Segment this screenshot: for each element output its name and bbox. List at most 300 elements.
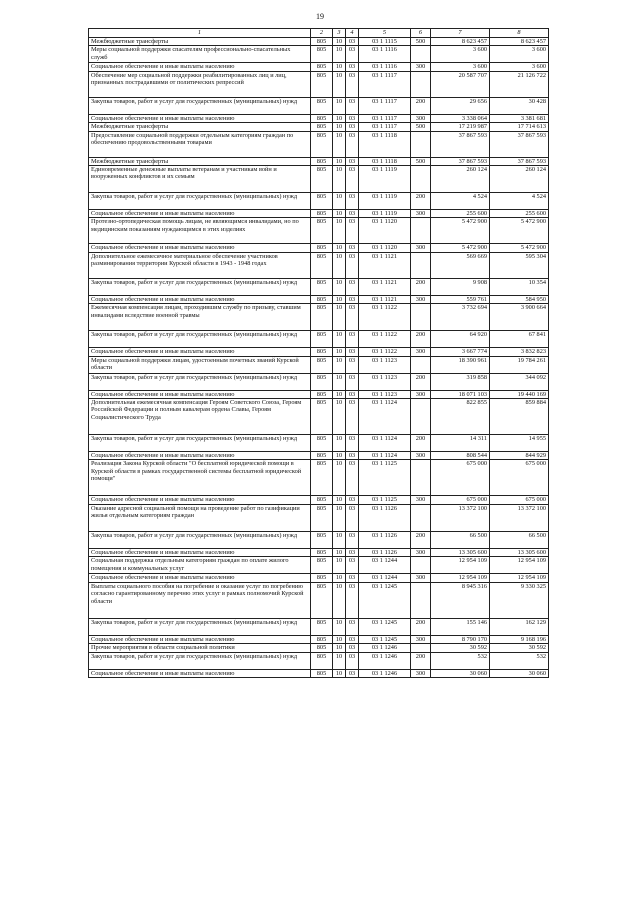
amount-year-1: 8 790 170 — [431, 635, 490, 643]
row-name: Социальное обеспечение и иные выплаты населению — [89, 635, 311, 643]
amount-year-2: 19 440 169 — [490, 390, 549, 398]
amount-year-1: 822 855 — [431, 399, 490, 435]
target-article-code: 03 1 1245 — [359, 618, 411, 635]
target-article-code: 03 1 1126 — [359, 531, 411, 548]
amount-year-2: 67 841 — [490, 331, 549, 348]
section-code: 10 — [333, 295, 346, 303]
expense-type-code — [411, 46, 431, 63]
subsection-code: 03 — [346, 46, 359, 63]
row-name: Единовременные денежные выплаты ветеранам и участникам войн и вооруженных конфликтов и их семьям — [89, 166, 311, 193]
section-code: 10 — [333, 123, 346, 131]
subsection-code: 03 — [346, 635, 359, 643]
target-article-code: 03 1 1123 — [359, 390, 411, 398]
amount-year-2: 14 955 — [490, 435, 549, 452]
expense-type-code: 300 — [411, 390, 431, 398]
table-row — [89, 399, 549, 435]
row-name: Закупка товаров, работ и услуг для государственных (муниципальных) нужд — [89, 373, 311, 390]
amount-year-2: 3 600 — [490, 63, 549, 71]
expense-type-code — [411, 460, 431, 496]
table-row — [89, 557, 549, 574]
section-code: 10 — [333, 63, 346, 71]
section-code: 10 — [333, 210, 346, 218]
expense-type-code: 300 — [411, 496, 431, 504]
subsection-code: 03 — [346, 114, 359, 122]
subsection-code: 03 — [346, 71, 359, 97]
subsection-code: 03 — [346, 63, 359, 71]
amount-year-1: 13 372 100 — [431, 504, 490, 531]
row-name: Закупка товаров, работ и услуг для государственных (муниципальных) нужд — [89, 531, 311, 548]
subsection-code: 03 — [346, 278, 359, 295]
amount-year-2: 30 592 — [490, 644, 549, 652]
section-code: 10 — [333, 131, 346, 157]
expense-type-code — [411, 582, 431, 618]
ministry-code: 805 — [311, 210, 333, 218]
expense-type-code — [411, 218, 431, 244]
section-code: 10 — [333, 38, 346, 46]
subsection-code: 03 — [346, 460, 359, 496]
table-row — [89, 331, 549, 348]
target-article-code: 03 1 1122 — [359, 304, 411, 331]
table-row — [89, 582, 549, 618]
row-name: Закупка товаров, работ и услуг для государственных (муниципальных) нужд — [89, 97, 311, 114]
subsection-code: 03 — [346, 574, 359, 582]
ministry-code: 805 — [311, 295, 333, 303]
budget-table — [88, 28, 549, 678]
amount-year-1: 3 600 — [431, 63, 490, 71]
amount-year-2: 3 832 823 — [490, 348, 549, 356]
subsection-code: 03 — [346, 331, 359, 348]
subsection-code: 03 — [346, 504, 359, 531]
ministry-code: 805 — [311, 435, 333, 452]
column-header: 1 — [89, 29, 311, 38]
target-article-code: 03 1 1122 — [359, 348, 411, 356]
expense-type-code — [411, 399, 431, 435]
table-row — [89, 460, 549, 496]
ministry-code: 805 — [311, 452, 333, 460]
expense-type-code: 500 — [411, 123, 431, 131]
amount-year-2: 10 354 — [490, 278, 549, 295]
subsection-code: 03 — [346, 618, 359, 635]
amount-year-1: 5 472 900 — [431, 218, 490, 244]
column-header: 7 — [431, 29, 490, 38]
amount-year-2: 532 — [490, 652, 549, 669]
subsection-code: 03 — [346, 399, 359, 435]
row-name: Социальное обеспечение и иные выплаты населению — [89, 348, 311, 356]
table-row — [89, 295, 549, 303]
row-name: Социальная поддержка отдельным категориям граждан по оплате жилого помещения и коммунальных услуг — [89, 557, 311, 574]
target-article-code: 03 1 1121 — [359, 252, 411, 278]
amount-year-1: 29 656 — [431, 97, 490, 114]
ministry-code: 805 — [311, 166, 333, 193]
table-row — [89, 131, 549, 157]
section-code: 10 — [333, 157, 346, 165]
table-row — [89, 38, 549, 46]
row-name: Социальное обеспечение и иные выплаты населению — [89, 63, 311, 71]
table-row — [89, 548, 549, 556]
subsection-code: 03 — [346, 123, 359, 131]
amount-year-2: 5 472 900 — [490, 244, 549, 252]
page-number: 19 — [316, 12, 324, 21]
target-article-code: 03 1 1121 — [359, 278, 411, 295]
section-code: 10 — [333, 644, 346, 652]
expense-type-code: 200 — [411, 97, 431, 114]
amount-year-1: 66 500 — [431, 531, 490, 548]
table-body — [89, 38, 549, 678]
subsection-code: 03 — [346, 652, 359, 669]
section-code: 10 — [333, 348, 346, 356]
target-article-code: 03 1 1125 — [359, 460, 411, 496]
amount-year-1: 9 908 — [431, 278, 490, 295]
section-code: 10 — [333, 669, 346, 677]
expense-type-code — [411, 557, 431, 574]
table-row — [89, 644, 549, 652]
table-row — [89, 157, 549, 165]
subsection-code: 03 — [346, 38, 359, 46]
target-article-code: 03 1 1117 — [359, 97, 411, 114]
table-row — [89, 63, 549, 71]
ministry-code: 805 — [311, 348, 333, 356]
amount-year-2: 4 524 — [490, 193, 549, 210]
target-article-code: 03 1 1121 — [359, 295, 411, 303]
ministry-code: 805 — [311, 652, 333, 669]
table-row — [89, 618, 549, 635]
table-row — [89, 304, 549, 331]
amount-year-2: 5 472 900 — [490, 218, 549, 244]
expense-type-code: 500 — [411, 157, 431, 165]
column-header: 3 — [333, 29, 346, 38]
row-name: Предоставление социальной поддержки отдельным категориям граждан по обеспечению продовольственными товарами — [89, 131, 311, 157]
amount-year-2: 12 954 109 — [490, 574, 549, 582]
section-code: 10 — [333, 496, 346, 504]
subsection-code: 03 — [346, 644, 359, 652]
amount-year-2: 37 867 593 — [490, 131, 549, 157]
amount-year-1: 20 587 707 — [431, 71, 490, 97]
row-name: Закупка товаров, работ и услуг для государственных (муниципальных) нужд — [89, 618, 311, 635]
section-code: 10 — [333, 97, 346, 114]
target-article-code: 03 1 1124 — [359, 435, 411, 452]
table-row — [89, 278, 549, 295]
ministry-code: 805 — [311, 71, 333, 97]
subsection-code: 03 — [346, 295, 359, 303]
ministry-code: 805 — [311, 193, 333, 210]
subsection-code: 03 — [346, 157, 359, 165]
row-name: Социальное обеспечение и иные выплаты населению — [89, 548, 311, 556]
ministry-code: 805 — [311, 157, 333, 165]
amount-year-1: 14 311 — [431, 435, 490, 452]
target-article-code: 03 1 1246 — [359, 669, 411, 677]
amount-year-1: 37 867 593 — [431, 131, 490, 157]
target-article-code: 03 1 1246 — [359, 644, 411, 652]
target-article-code: 03 1 1115 — [359, 38, 411, 46]
row-name: Дополнительная ежемесячная компенсация Героям Советского Союза, Героям Российской Федерации и полным кавалерам ордена Славы, Героям Социалистического Труда — [89, 399, 311, 435]
section-code: 10 — [333, 548, 346, 556]
amount-year-1: 30 592 — [431, 644, 490, 652]
table-row — [89, 496, 549, 504]
subsection-code: 03 — [346, 166, 359, 193]
target-article-code: 03 1 1124 — [359, 452, 411, 460]
expense-type-code — [411, 166, 431, 193]
amount-year-1: 17 219 987 — [431, 123, 490, 131]
amount-year-1: 3 600 — [431, 46, 490, 63]
amount-year-1: 8 623 457 — [431, 38, 490, 46]
target-article-code: 03 1 1117 — [359, 71, 411, 97]
ministry-code: 805 — [311, 38, 333, 46]
row-name: Межбюджетные трансферты — [89, 38, 311, 46]
target-article-code: 03 1 1245 — [359, 582, 411, 618]
target-article-code: 03 1 1116 — [359, 63, 411, 71]
subsection-code: 03 — [346, 582, 359, 618]
subsection-code: 03 — [346, 193, 359, 210]
ministry-code: 805 — [311, 304, 333, 331]
section-code: 10 — [333, 193, 346, 210]
section-code: 10 — [333, 373, 346, 390]
row-name: Социальное обеспечение и иные выплаты населению — [89, 114, 311, 122]
amount-year-2: 260 124 — [490, 166, 549, 193]
target-article-code: 03 1 1120 — [359, 244, 411, 252]
row-name: Протезно-ортопедическая помощь лицам, не являющимся инвалидами, но по медицинским показаниям нуждающимся в этих изделиях — [89, 218, 311, 244]
ministry-code: 805 — [311, 460, 333, 496]
row-name: Социальное обеспечение и иные выплаты населению — [89, 244, 311, 252]
target-article-code: 03 1 1123 — [359, 373, 411, 390]
section-code: 10 — [333, 452, 346, 460]
ministry-code: 805 — [311, 496, 333, 504]
amount-year-1: 30 060 — [431, 669, 490, 677]
column-header: 2 — [311, 29, 333, 38]
amount-year-1: 155 146 — [431, 618, 490, 635]
expense-type-code: 500 — [411, 38, 431, 46]
expense-type-code: 300 — [411, 348, 431, 356]
row-name: Закупка товаров, работ и услуг для государственных (муниципальных) нужд — [89, 193, 311, 210]
table-row — [89, 166, 549, 193]
amount-year-1: 319 858 — [431, 373, 490, 390]
table-row — [89, 435, 549, 452]
column-header: 4 — [346, 29, 359, 38]
expense-type-code — [411, 356, 431, 373]
amount-year-2: 13 305 600 — [490, 548, 549, 556]
table-row — [89, 531, 549, 548]
ministry-code: 805 — [311, 669, 333, 677]
target-article-code: 03 1 1119 — [359, 166, 411, 193]
subsection-code: 03 — [346, 669, 359, 677]
column-number-row — [89, 29, 549, 38]
table-row — [89, 504, 549, 531]
section-code: 10 — [333, 46, 346, 63]
amount-year-1: 12 954 109 — [431, 557, 490, 574]
amount-year-1: 13 305 600 — [431, 548, 490, 556]
target-article-code: 03 1 1116 — [359, 46, 411, 63]
row-name: Социальное обеспечение и иные выплаты населению — [89, 574, 311, 582]
expense-type-code: 200 — [411, 278, 431, 295]
section-code: 10 — [333, 166, 346, 193]
amount-year-2: 3 381 681 — [490, 114, 549, 122]
amount-year-1: 37 867 593 — [431, 157, 490, 165]
amount-year-1: 569 669 — [431, 252, 490, 278]
amount-year-1: 5 472 900 — [431, 244, 490, 252]
row-name: Социальное обеспечение и иные выплаты населению — [89, 452, 311, 460]
ministry-code: 805 — [311, 244, 333, 252]
column-header: 6 — [411, 29, 431, 38]
row-name: Меры социальной поддержки лицам, удостоенным почетных званий Курской области — [89, 356, 311, 373]
target-article-code: 03 1 1126 — [359, 548, 411, 556]
expense-type-code — [411, 304, 431, 331]
subsection-code: 03 — [346, 304, 359, 331]
amount-year-2: 30 428 — [490, 97, 549, 114]
table-row — [89, 210, 549, 218]
table-row — [89, 373, 549, 390]
section-code: 10 — [333, 252, 346, 278]
subsection-code: 03 — [346, 390, 359, 398]
subsection-code: 03 — [346, 496, 359, 504]
ministry-code: 805 — [311, 356, 333, 373]
table-row — [89, 193, 549, 210]
amount-year-1: 808 544 — [431, 452, 490, 460]
target-article-code: 03 1 1123 — [359, 356, 411, 373]
target-article-code: 03 1 1119 — [359, 193, 411, 210]
subsection-code: 03 — [346, 131, 359, 157]
section-code: 10 — [333, 460, 346, 496]
ministry-code: 805 — [311, 548, 333, 556]
section-code: 10 — [333, 71, 346, 97]
expense-type-code: 200 — [411, 331, 431, 348]
ministry-code: 805 — [311, 635, 333, 643]
target-article-code: 03 1 1120 — [359, 218, 411, 244]
amount-year-1: 532 — [431, 652, 490, 669]
section-code: 10 — [333, 557, 346, 574]
expense-type-code: 300 — [411, 63, 431, 71]
row-name: Социальное обеспечение и иные выплаты населению — [89, 210, 311, 218]
amount-year-1: 675 000 — [431, 460, 490, 496]
amount-year-2: 9 168 196 — [490, 635, 549, 643]
amount-year-2: 30 060 — [490, 669, 549, 677]
table-row — [89, 71, 549, 97]
section-code: 10 — [333, 652, 346, 669]
ministry-code: 805 — [311, 331, 333, 348]
amount-year-1: 3 732 694 — [431, 304, 490, 331]
target-article-code: 03 1 1126 — [359, 504, 411, 531]
section-code: 10 — [333, 574, 346, 582]
row-name: Обеспечение мер социальной поддержки реабилитированных лиц и лиц, признанных пострадавшими от политических репрессий — [89, 71, 311, 97]
amount-year-2: 584 950 — [490, 295, 549, 303]
expense-type-code: 300 — [411, 114, 431, 122]
ministry-code: 805 — [311, 63, 333, 71]
table-row — [89, 452, 549, 460]
ministry-code: 805 — [311, 504, 333, 531]
amount-year-1: 4 524 — [431, 193, 490, 210]
amount-year-1: 64 920 — [431, 331, 490, 348]
target-article-code: 03 1 1244 — [359, 557, 411, 574]
target-article-code: 03 1 1244 — [359, 574, 411, 582]
table-row — [89, 252, 549, 278]
amount-year-1: 260 124 — [431, 166, 490, 193]
amount-year-2: 13 372 100 — [490, 504, 549, 531]
subsection-code: 03 — [346, 548, 359, 556]
section-code: 10 — [333, 390, 346, 398]
ministry-code: 805 — [311, 46, 333, 63]
section-code: 10 — [333, 582, 346, 618]
ministry-code: 805 — [311, 278, 333, 295]
expense-type-code: 300 — [411, 574, 431, 582]
row-name: Социальное обеспечение и иные выплаты населению — [89, 496, 311, 504]
row-name: Закупка товаров, работ и услуг для государственных (муниципальных) нужд — [89, 652, 311, 669]
amount-year-2: 675 000 — [490, 496, 549, 504]
column-header: 5 — [359, 29, 411, 38]
subsection-code: 03 — [346, 252, 359, 278]
amount-year-1: 675 000 — [431, 496, 490, 504]
expense-type-code: 300 — [411, 244, 431, 252]
subsection-code: 03 — [346, 348, 359, 356]
amount-year-1: 3 338 064 — [431, 114, 490, 122]
ministry-code: 805 — [311, 131, 333, 157]
subsection-code: 03 — [346, 210, 359, 218]
row-name: Выплаты социального пособия на погребение и оказание услуг по погребению согласно гарантированному перечню этих услуг в рамках полномочий Курской области — [89, 582, 311, 618]
table-row — [89, 123, 549, 131]
amount-year-1: 255 600 — [431, 210, 490, 218]
subsection-code: 03 — [346, 531, 359, 548]
table-row — [89, 348, 549, 356]
expense-type-code: 300 — [411, 452, 431, 460]
row-name: Ежемесячная компенсация лицам, проходившим службу по призыву, ставшим инвалидами вследствие военной травмы — [89, 304, 311, 331]
subsection-code: 03 — [346, 435, 359, 452]
expense-type-code: 200 — [411, 193, 431, 210]
target-article-code: 03 1 1246 — [359, 652, 411, 669]
expense-type-code: 200 — [411, 435, 431, 452]
subsection-code: 03 — [346, 244, 359, 252]
row-name: Социальное обеспечение и иные выплаты населению — [89, 390, 311, 398]
table-row — [89, 635, 549, 643]
table-row — [89, 97, 549, 114]
section-code: 10 — [333, 331, 346, 348]
table-row — [89, 114, 549, 122]
expense-type-code: 200 — [411, 652, 431, 669]
table-row — [89, 218, 549, 244]
amount-year-2: 9 330 325 — [490, 582, 549, 618]
target-article-code: 03 1 1117 — [359, 123, 411, 131]
amount-year-1: 8 945 316 — [431, 582, 490, 618]
expense-type-code — [411, 131, 431, 157]
target-article-code: 03 1 1117 — [359, 114, 411, 122]
amount-year-2: 344 092 — [490, 373, 549, 390]
ministry-code: 805 — [311, 97, 333, 114]
section-code: 10 — [333, 635, 346, 643]
ministry-code: 805 — [311, 644, 333, 652]
row-name: Прочие мероприятия в области социальной политики — [89, 644, 311, 652]
table-row — [89, 390, 549, 398]
amount-year-2: 162 129 — [490, 618, 549, 635]
table-row — [89, 356, 549, 373]
table-row — [89, 652, 549, 669]
expense-type-code — [411, 71, 431, 97]
section-code: 10 — [333, 304, 346, 331]
ministry-code: 805 — [311, 574, 333, 582]
amount-year-2: 255 600 — [490, 210, 549, 218]
ministry-code: 805 — [311, 373, 333, 390]
expense-type-code: 200 — [411, 373, 431, 390]
amount-year-2: 675 000 — [490, 460, 549, 496]
row-name: Реализация Закона Курской области "О бесплатной юридической помощи в Курской области в рамках государственной системы бесплатной юридической помощи" — [89, 460, 311, 496]
subsection-code: 03 — [346, 356, 359, 373]
expense-type-code: 300 — [411, 210, 431, 218]
section-code: 10 — [333, 244, 346, 252]
amount-year-2: 37 867 593 — [490, 157, 549, 165]
subsection-code: 03 — [346, 373, 359, 390]
column-header: 8 — [490, 29, 549, 38]
amount-year-2: 19 784 261 — [490, 356, 549, 373]
section-code: 10 — [333, 218, 346, 244]
ministry-code: 805 — [311, 123, 333, 131]
amount-year-2: 66 500 — [490, 531, 549, 548]
amount-year-2: 859 884 — [490, 399, 549, 435]
expense-type-code: 300 — [411, 635, 431, 643]
